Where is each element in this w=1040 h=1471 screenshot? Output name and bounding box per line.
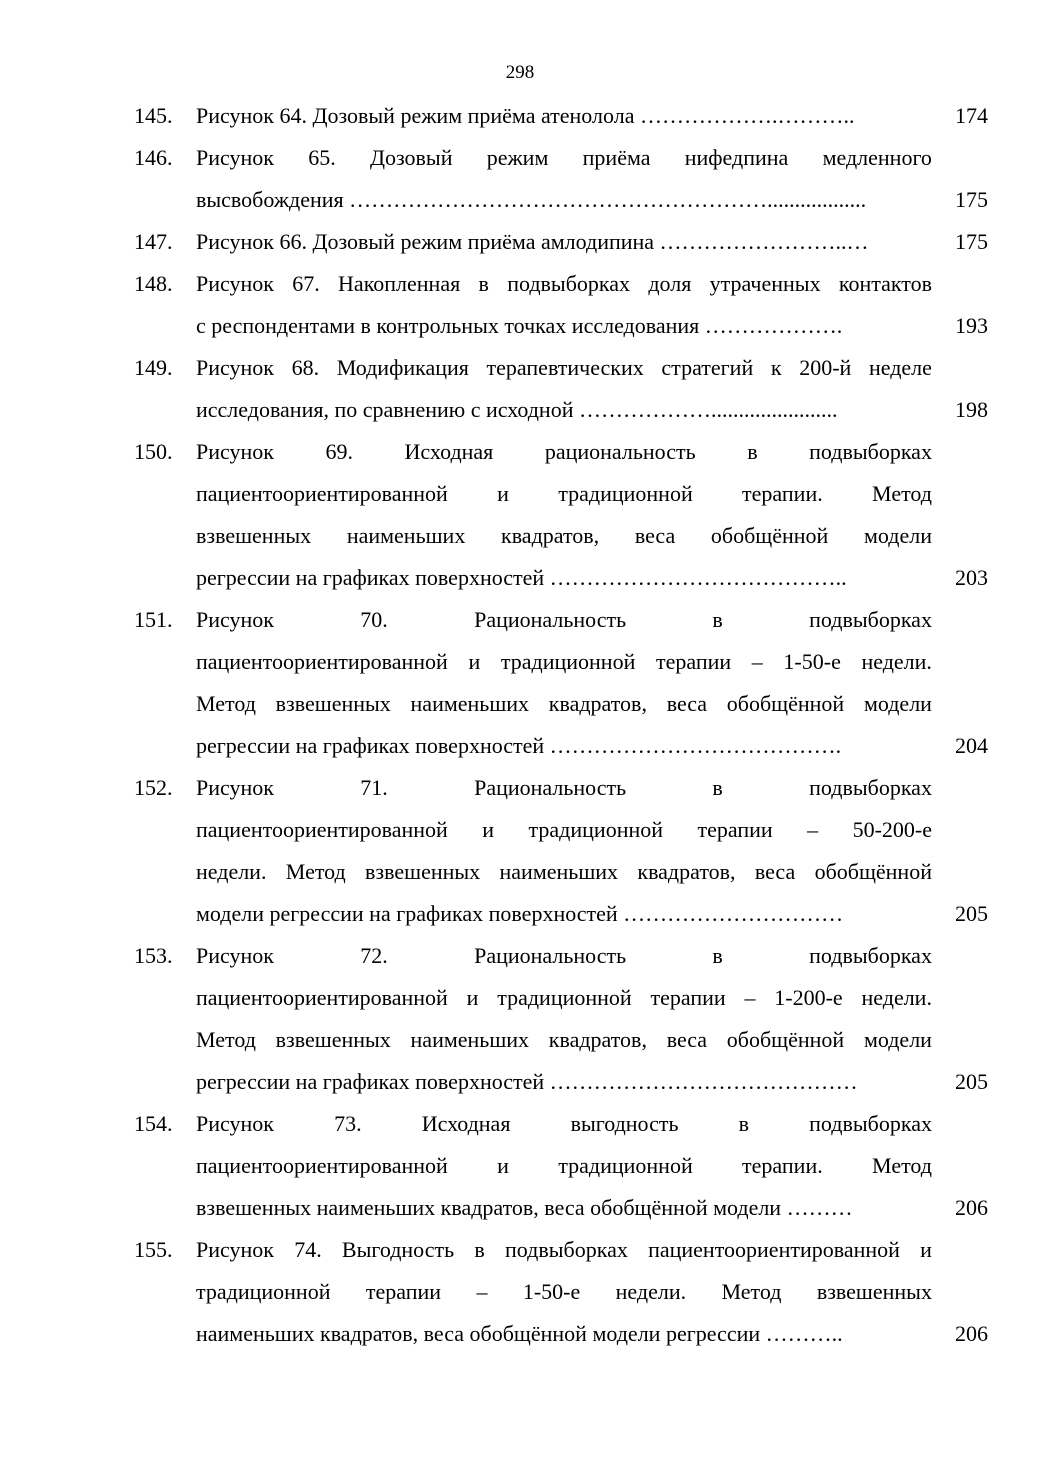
word: в — [474, 1237, 485, 1262]
entry-title-line: с респондентами в контрольных точках исследования ………………. — [196, 313, 843, 338]
word: режим — [486, 145, 549, 170]
word: Метод — [872, 1153, 932, 1178]
word: – — [744, 985, 756, 1010]
word: в — [712, 607, 723, 632]
entry-page-number: 198 — [955, 397, 988, 422]
word: – — [476, 1279, 488, 1304]
entry-page-number: 206 — [955, 1321, 988, 1346]
entry-title — [196, 599, 932, 767]
entry-title — [196, 431, 932, 599]
word: неделе — [868, 355, 932, 380]
entry-page-number: 193 — [955, 313, 988, 338]
entry-title-line: наименьших квадратов, веса обобщённой модели регрессии ……….. — [196, 1321, 843, 1346]
entry-number: 145. — [134, 103, 173, 128]
entry-title-line: взвешенных наименьших квадратов, веса обобщённой модели ……… — [196, 1195, 853, 1220]
word: квадратов, — [548, 691, 647, 716]
word: 72. — [360, 943, 388, 968]
word: веса — [754, 859, 796, 884]
entry-page-number: 205 — [955, 1069, 988, 1094]
word: обобщённой — [726, 691, 845, 716]
word: Рисунок — [196, 1111, 274, 1136]
word: взвешенных — [275, 1027, 391, 1052]
word: недели. — [861, 649, 932, 674]
word: Метод — [872, 481, 932, 506]
list-item — [0, 431, 1040, 599]
entry-title-line: модели регрессии на графиках поверхностей ………………………… — [196, 901, 844, 926]
entry-title — [196, 1229, 932, 1355]
word: Рисунок — [196, 271, 274, 296]
word: нифедпина — [684, 145, 789, 170]
word: Рациональность — [474, 775, 627, 800]
word: 50-200-е — [852, 817, 932, 842]
word: традиционной — [558, 481, 693, 506]
entry-title-line — [196, 515, 932, 557]
list-item — [0, 1229, 1040, 1355]
entry-page-number: 175 — [955, 187, 988, 212]
entry-title — [196, 1103, 932, 1229]
list-item — [0, 347, 1040, 431]
word: рациональность — [544, 439, 696, 464]
word: подвыборках — [809, 607, 932, 632]
word: Накопленная — [338, 271, 461, 296]
word: пациентоориентированной — [648, 1237, 900, 1262]
word: квадратов, — [501, 523, 600, 548]
word: Метод — [196, 691, 256, 716]
entry-title-line: регрессии на графиках поверхностей …………………………………. — [196, 733, 842, 758]
page-number: 298 — [505, 62, 535, 83]
word: Рисунок — [196, 775, 274, 800]
word: традиционной — [500, 649, 636, 674]
word: в — [738, 1111, 750, 1136]
word: наименьших — [346, 523, 466, 548]
entry-title — [196, 767, 932, 935]
word: и — [497, 481, 509, 506]
entry-title-line — [196, 347, 932, 389]
entry-number: 153. — [134, 943, 173, 968]
word: взвешенных — [275, 691, 391, 716]
entry-title — [196, 263, 932, 347]
entry-title-line — [196, 1229, 932, 1271]
entry-title-line — [196, 1019, 932, 1061]
list-item — [0, 221, 1040, 263]
word: Модификация — [336, 355, 469, 380]
entry-page-number: 205 — [955, 901, 988, 926]
word: к — [770, 355, 782, 380]
entry-title-line — [196, 473, 932, 515]
word: терапии. — [742, 481, 823, 506]
word: подвыборках — [505, 1237, 628, 1262]
word: 70. — [360, 607, 388, 632]
list-item — [0, 1103, 1040, 1229]
word: Рациональность — [474, 607, 627, 632]
word: и — [497, 1153, 509, 1178]
word: подвыборках — [809, 775, 932, 800]
word: Метод — [285, 859, 346, 884]
word: 1-50-е — [522, 1279, 581, 1304]
word: недели. — [861, 985, 932, 1010]
word: 67. — [292, 271, 320, 296]
word: 74. — [294, 1237, 322, 1262]
word: в — [712, 943, 723, 968]
word: 1-200-е — [774, 985, 843, 1010]
word: обобщённой — [726, 1027, 845, 1052]
entry-title — [196, 137, 932, 221]
word: модели — [863, 523, 932, 548]
word: модели — [863, 691, 932, 716]
word: недели. — [615, 1279, 687, 1304]
entry-number: 154. — [134, 1111, 173, 1136]
word: и — [482, 817, 495, 842]
word: 71. — [360, 775, 388, 800]
word: веса — [666, 1027, 708, 1052]
entry-title-line — [196, 1271, 932, 1313]
word: подвыборках — [809, 439, 932, 464]
entry-number: 150. — [134, 439, 173, 464]
word: обобщённой — [710, 523, 829, 548]
word: взвешенных — [365, 859, 481, 884]
list-item — [0, 95, 1040, 137]
list-item — [0, 137, 1040, 221]
word: терапевтических — [486, 355, 644, 380]
word: Дозовый — [369, 145, 453, 170]
word: и — [468, 649, 481, 674]
entry-title-line: Рисунок 64. Дозовый режим приёма атенолола ……………….……….. — [196, 103, 855, 128]
entry-number: 148. — [134, 271, 173, 296]
word: Рисунок — [196, 1237, 274, 1262]
word: и — [466, 985, 479, 1010]
word: Рисунок — [196, 439, 274, 464]
word: наименьших — [499, 859, 619, 884]
entry-page-number: 175 — [955, 229, 988, 254]
word: традиционной — [196, 1279, 331, 1304]
entry-title-line — [196, 1103, 932, 1145]
entry-title-line — [196, 767, 932, 809]
word: подвыборках — [809, 943, 932, 968]
entry-title — [196, 935, 932, 1103]
entry-number: 146. — [134, 145, 173, 170]
word: веса — [666, 691, 708, 716]
word: Рисунок — [196, 943, 274, 968]
word: терапии — [650, 985, 726, 1010]
word: традиционной — [497, 985, 632, 1010]
word: в — [478, 271, 489, 296]
word: 65. — [308, 145, 336, 170]
word: стратегий — [661, 355, 754, 380]
entry-title — [196, 221, 932, 263]
entry-title — [196, 95, 932, 137]
word: терапии — [365, 1279, 442, 1304]
entry-title-line — [196, 851, 932, 893]
figure-list — [0, 95, 1040, 1355]
word: терапии. — [742, 1153, 823, 1178]
entry-title-line — [196, 137, 932, 179]
word: доля — [648, 271, 692, 296]
word: 1-50-е — [783, 649, 841, 674]
entry-title-line — [196, 263, 932, 305]
list-item — [0, 935, 1040, 1103]
word: взвешенных — [196, 523, 312, 548]
word: Рисунок — [196, 607, 274, 632]
word: пациентоориентированной — [196, 1153, 448, 1178]
word: Исходная — [404, 439, 494, 464]
word: выгодность — [570, 1111, 679, 1136]
entry-title-line: высвобождения ………………………………………………….................. — [196, 187, 867, 212]
entry-title-line: регрессии на графиках поверхностей ………………………………….. — [196, 565, 847, 590]
word: недели. — [196, 859, 267, 884]
word: – — [807, 817, 819, 842]
entry-page-number: 203 — [955, 565, 988, 590]
word: Метод — [196, 1027, 256, 1052]
word: утраченных — [709, 271, 821, 296]
word: пациентоориентированной — [196, 649, 448, 674]
list-item — [0, 767, 1040, 935]
word: Рисунок — [196, 355, 274, 380]
entry-title-line: регрессии на графиках поверхностей …………………………………… — [196, 1069, 858, 1094]
entry-number: 151. — [134, 607, 173, 632]
word: приёма — [582, 145, 651, 170]
word: обобщённой — [814, 859, 932, 884]
entry-number: 147. — [134, 229, 173, 254]
word: терапии — [697, 817, 773, 842]
entry-number: 149. — [134, 355, 173, 380]
word: 68. — [291, 355, 320, 380]
word: Рациональность — [474, 943, 627, 968]
entry-title-line — [196, 641, 932, 683]
word: в — [747, 439, 758, 464]
word: взвешенных — [816, 1279, 932, 1304]
word: Метод — [721, 1279, 782, 1304]
word: Выгодность — [341, 1237, 455, 1262]
entry-title-line — [196, 431, 932, 473]
entry-title — [196, 347, 932, 431]
entry-page-number: 174 — [955, 103, 988, 128]
entry-title-line — [196, 1145, 932, 1187]
entry-title-line: исследования, по сравнению с исходной ………………....................... — [196, 397, 838, 422]
entry-number: 152. — [134, 775, 173, 800]
word: пациентоориентированной — [196, 817, 448, 842]
word: в — [712, 775, 723, 800]
word: – — [751, 649, 763, 674]
entry-title-line — [196, 977, 932, 1019]
word: 200-й — [799, 355, 852, 380]
word: традиционной — [558, 1153, 693, 1178]
word: квадратов, — [548, 1027, 647, 1052]
word: 69. — [325, 439, 353, 464]
list-item — [0, 263, 1040, 347]
entry-number: 155. — [134, 1237, 173, 1262]
word: 73. — [334, 1111, 362, 1136]
word: наименьших — [410, 1027, 530, 1052]
entry-page-number: 206 — [955, 1195, 988, 1220]
word: подвыборках — [809, 1111, 932, 1136]
entry-title-line — [196, 935, 932, 977]
word: квадратов, — [637, 859, 736, 884]
word: наименьших — [410, 691, 530, 716]
entry-title-line — [196, 599, 932, 641]
word: модели — [863, 1027, 932, 1052]
word: пациентоориентированной — [196, 985, 448, 1010]
word: Исходная — [421, 1111, 511, 1136]
word: традиционной — [528, 817, 664, 842]
word: Рисунок — [196, 145, 274, 170]
word: веса — [634, 523, 676, 548]
entry-page-number: 204 — [955, 733, 988, 758]
word: медленного — [822, 145, 932, 170]
word: подвыборках — [507, 271, 631, 296]
entry-title-line — [196, 683, 932, 725]
entry-title-line — [196, 809, 932, 851]
list-item — [0, 599, 1040, 767]
word: терапии — [655, 649, 732, 674]
entry-title-line: Рисунок 66. Дозовый режим приёма амлодипина ……………………..… — [196, 229, 869, 254]
word: и — [920, 1237, 932, 1262]
word: контактов — [838, 271, 932, 296]
word: пациентоориентированной — [196, 481, 448, 506]
